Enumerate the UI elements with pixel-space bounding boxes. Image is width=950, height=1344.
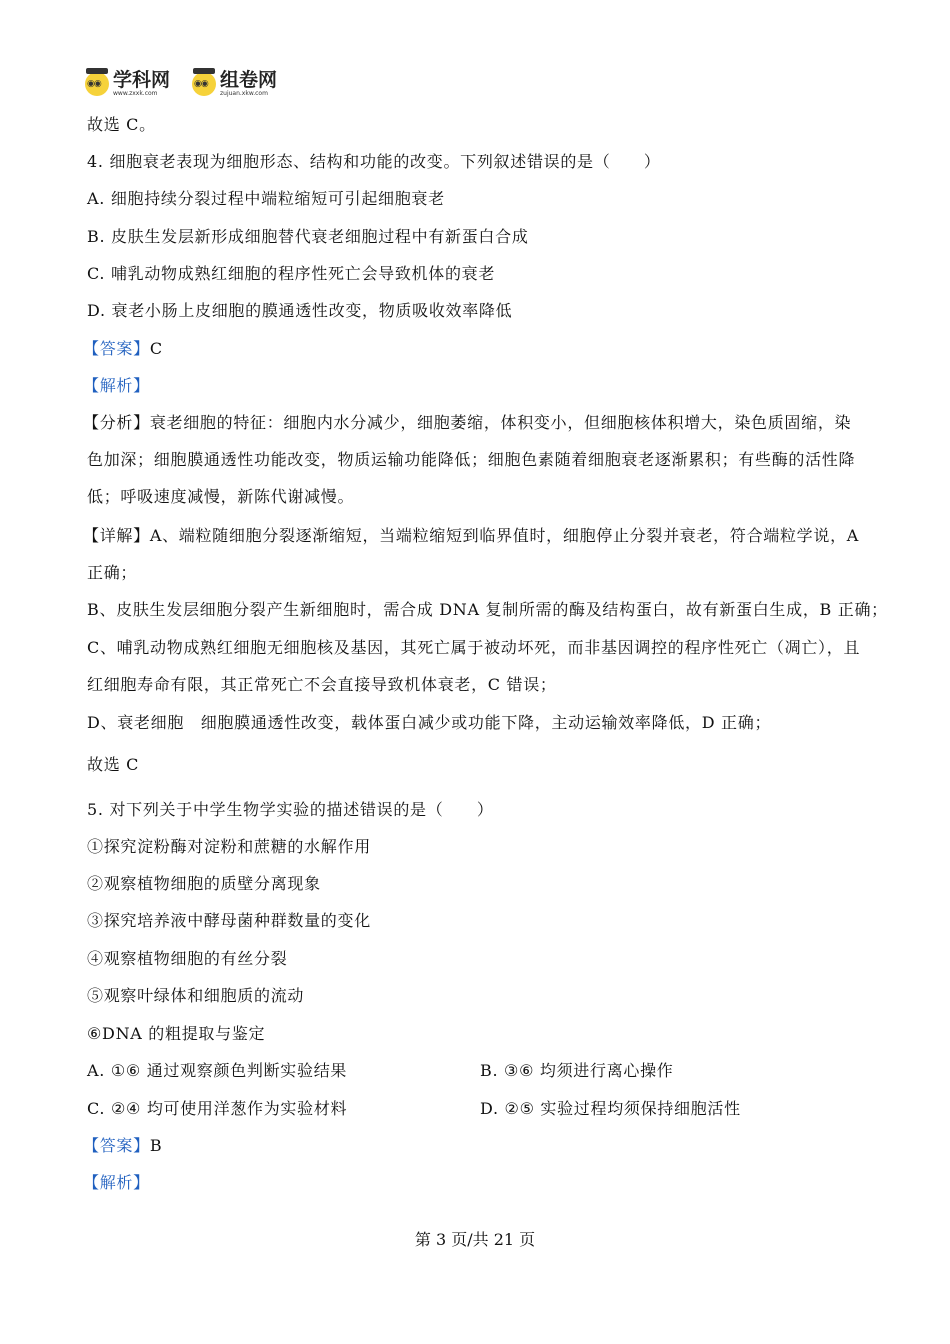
experiment-item: ②观察植物细胞的质壁分离现象 — [87, 874, 321, 893]
text-line: 故选 C。 — [87, 115, 156, 134]
xiangjie-line: 正确； — [87, 563, 138, 582]
option-a: A. 细胞持续分裂过程中端粒缩短可引起细胞衰老 — [87, 189, 445, 208]
experiment-item: ⑥DNA 的粗提取与鉴定 — [87, 1024, 266, 1043]
zujuanwang-logo: ◉◉ 组卷网 zujuan.xkw.com — [192, 70, 277, 97]
experiment-item: ①探究淀粉酶对淀粉和蔗糖的水解作用 — [87, 837, 371, 856]
xuekewang-logo: ◉◉ 学科网 www.zxxk.com — [85, 70, 170, 97]
question-5-stem: 5. 对下列关于中学生物学实验的描述错误的是（ ） — [87, 800, 494, 819]
page-number: 第 3 页/共 21 页 — [414, 1230, 536, 1249]
analysis-tag: 【解析】 — [83, 1173, 150, 1192]
option-b: B. 皮肤生发层新形成细胞替代衰老细胞过程中有新蛋白合成 — [87, 227, 529, 246]
owl-icon — [85, 72, 109, 96]
option-d: D. ②⑤ 实验过程均须保持细胞活性 — [480, 1099, 741, 1118]
option-c: C. ②④ 均可使用洋葱作为实验材料 — [87, 1099, 348, 1118]
answer-line: 【答案】C — [83, 339, 163, 358]
xiangjie-line: 红细胞寿命有限，其正常死亡不会直接导致机体衰老，C 错误； — [87, 675, 557, 694]
fenxi-line: 色加深；细胞膜通透性功能改变，物质运输功能降低；细胞色素随着细胞衰老逐渐累积；有些酶的活性降 — [87, 450, 856, 469]
xiangjie-line: C、哺乳动物成熟红细胞无细胞核及基因，其死亡属于被动坏死，而非基因调控的程序性死亡（凋亡），且 — [87, 638, 861, 657]
option-a: A. ①⑥ 通过观察颜色判断实验结果 — [87, 1061, 348, 1080]
option-c: C. 哺乳动物成熟红细胞的程序性死亡会导致机体的衰老 — [87, 264, 496, 283]
xiangjie-line: B、皮肤生发层细胞分裂产生新细胞时，需合成 DNA 复制所需的酶及结构蛋白，故有新蛋白生成，B 正确； — [87, 600, 888, 619]
xiangjie-line: D、衰老细胞 细胞膜通透性改变，载体蛋白减少或功能下降，主动运输效率降低，D 正确； — [87, 713, 772, 732]
option-d: D. 衰老小肠上皮细胞的膜通透性改变，物质吸收效率降低 — [87, 301, 513, 320]
experiment-item: ⑤观察叶绿体和细胞质的流动 — [87, 986, 305, 1005]
answer-line: 【答案】B — [83, 1136, 163, 1155]
fenxi-line: 【分析】衰老细胞的特征：细胞内水分减少，细胞萎缩，体积变小，但细胞核体积增大，染色质固缩，染 — [83, 413, 852, 432]
option-b: B. ③⑥ 均须进行离心操作 — [480, 1061, 674, 1080]
xiangjie-line: 故选 C — [87, 755, 140, 774]
experiment-item: ③探究培养液中酵母菌种群数量的变化 — [87, 911, 371, 930]
question-4-stem: 4. 细胞衰老表现为细胞形态、结构和功能的改变。下列叙述错误的是（ ） — [87, 152, 661, 171]
owl-icon — [192, 72, 216, 96]
fenxi-line: 低；呼吸速度减慢，新陈代谢减慢。 — [87, 487, 355, 506]
xiangjie-line: 【详解】A、端粒随细胞分裂逐渐缩短，当端粒缩短到临界值时，细胞停止分裂并衰老，符合端粒学说，A — [83, 526, 860, 545]
experiment-item: ④观察植物细胞的有丝分裂 — [87, 949, 288, 968]
analysis-tag: 【解析】 — [83, 376, 150, 395]
